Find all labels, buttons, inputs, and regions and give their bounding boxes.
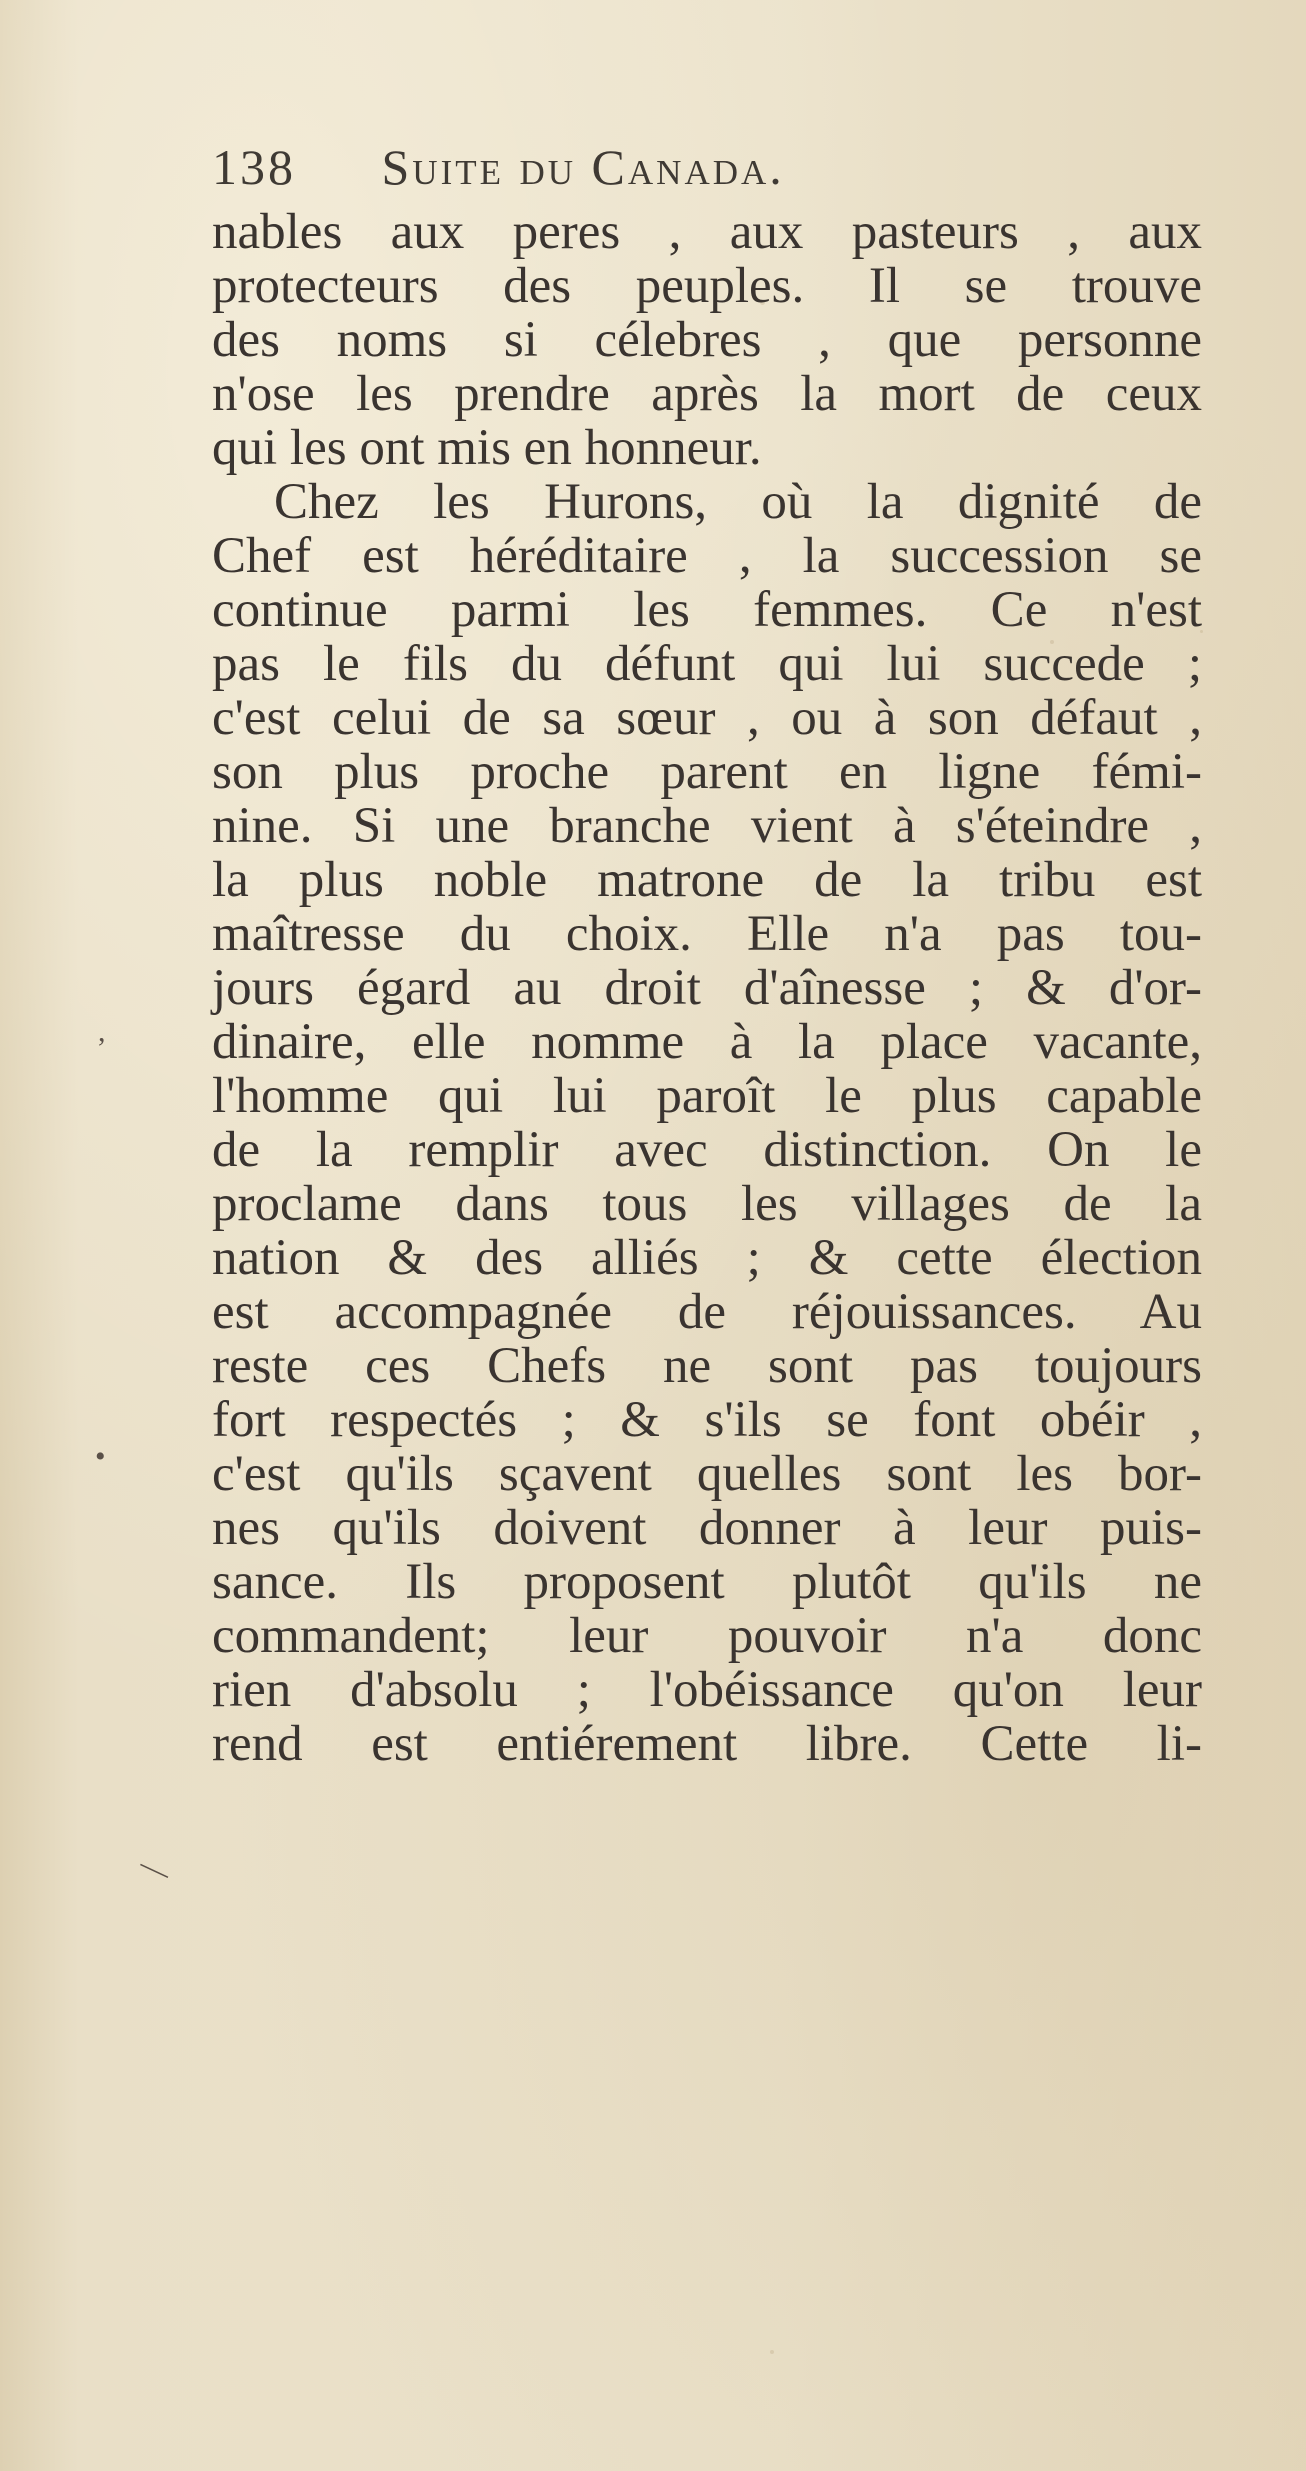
margin-mark: , [98,1015,106,1048]
page-header [212,138,1112,202]
text-line: Chef est héréditaire , la succession se [212,528,1202,584]
text-line: fort respectés ; & s'ils se font obéir , [212,1392,1202,1448]
text-line: c'est qu'ils sçavent quelles sont les bor- [212,1446,1202,1502]
text-line: l'homme qui lui paroît le plus capable [212,1068,1202,1124]
text-line: la plus noble matrone de la tribu est [212,852,1202,908]
text-line: est accompagnée de réjouissances. Au [212,1284,1202,1340]
text-line: jours égard au droit d'aînesse ; & d'or- [212,960,1202,1016]
margin-mark: • [95,1440,106,1473]
text-line: c'est celui de sa sœur , ou à son défaut , [212,690,1202,746]
text-line: nes qu'ils doivent donner à leur puis- [212,1500,1202,1556]
text-line: sance. Ils proposent plutôt qu'ils ne [212,1554,1202,1610]
text-line: dinaire, elle nomme à la place vacante, [212,1014,1202,1070]
text-line: son plus proche parent en ligne fémi- [212,744,1202,800]
running-head: Suite du Canada. [381,139,785,195]
text-line: rien d'absolu ; l'obéissance qu'on leur [212,1662,1202,1718]
text-line: commandent; leur pouvoir n'a donc [212,1608,1202,1664]
text-line: n'ose les prendre après la mort de ceux [212,366,1202,422]
paper-spot [770,2350,774,2354]
text-line: des noms si célebres , que personne [212,312,1202,368]
text-line: proclame dans tous les villages de la [212,1176,1202,1232]
body-text [212,205,1202,1771]
text-line: qui les ont mis en honneur. [212,420,762,476]
page-number: 138 [212,139,296,195]
text-line: pas le fils du défunt qui lui succede ; [212,636,1202,692]
text-line: reste ces Chefs ne sont pas toujours [212,1338,1202,1394]
margin-mark: — [134,1847,176,1890]
text-line: nine. Si une branche vient à s'éteindre , [212,798,1202,854]
text-line: rend est entiérement libre. Cette li- [212,1716,1202,1772]
text-line: Chez les Hurons, où la dignité de [274,474,1202,530]
text-line: maîtresse du choix. Elle n'a pas tou- [212,906,1202,962]
text-line: nables aux peres , aux pasteurs , aux [212,204,1202,260]
text-line: continue parmi les femmes. Ce n'est [212,582,1202,638]
text-line: nation & des alliés ; & cette élection [212,1230,1202,1286]
text-line: protecteurs des peuples. Il se trouve [212,258,1202,314]
text-line: de la remplir avec distinction. On le [212,1122,1202,1178]
